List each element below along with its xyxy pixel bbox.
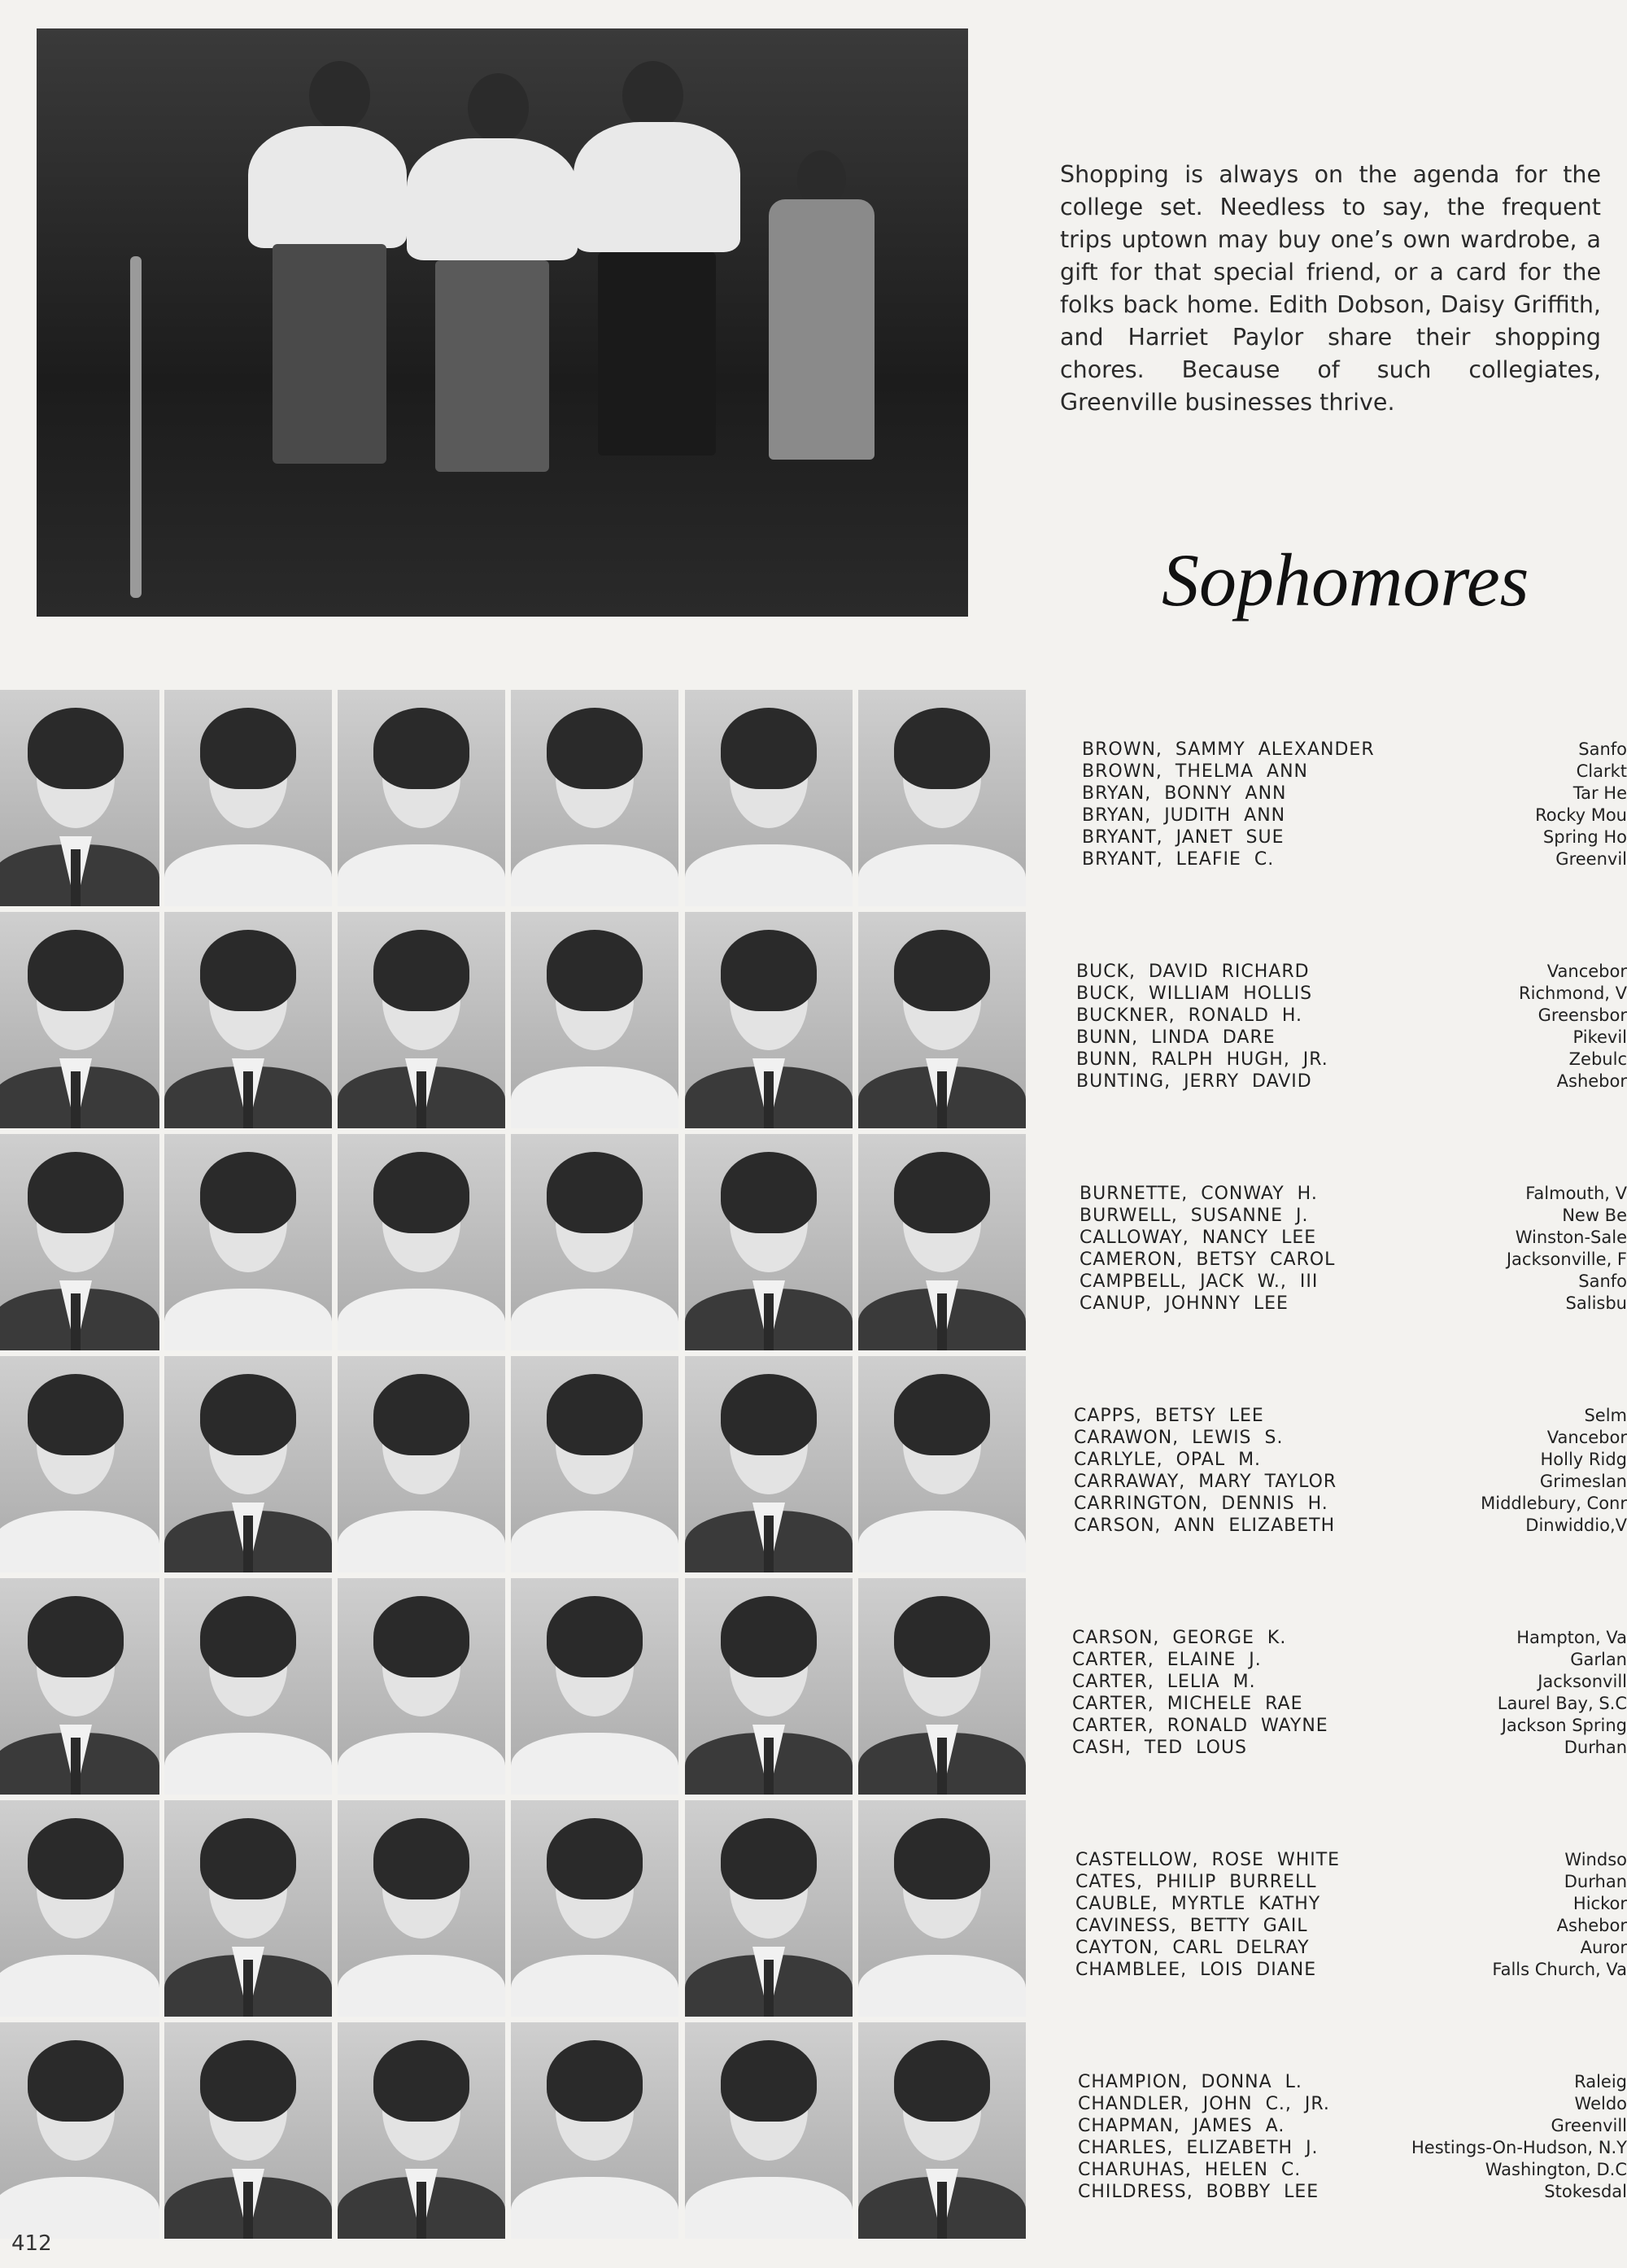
portrait-photo xyxy=(0,1134,159,1350)
student-name: BROWN, SAMMY ALEXANDER xyxy=(1082,739,1375,760)
portrait-hair xyxy=(28,1596,124,1677)
portrait-hair xyxy=(721,930,817,1011)
portrait-hair xyxy=(547,708,643,789)
student-name-list xyxy=(1080,1183,1335,1315)
portrait-photo xyxy=(511,912,678,1128)
hometown: Salisbu xyxy=(1565,1293,1627,1313)
portrait-photo xyxy=(338,1356,505,1572)
portrait-body xyxy=(164,1733,332,1795)
portrait-photo xyxy=(858,1578,1026,1795)
portrait-hair xyxy=(547,1152,643,1233)
portrait-body xyxy=(685,844,853,906)
portrait-tie xyxy=(764,1960,774,2017)
portrait-photo xyxy=(338,1800,505,2017)
portrait-body xyxy=(511,1955,678,2017)
hometown: Durhan xyxy=(1564,1872,1627,1891)
portrait-tie xyxy=(937,1293,947,1350)
student-name: CHARUHAS, HELEN C. xyxy=(1078,2160,1302,2180)
portrait-hair xyxy=(894,2040,990,2122)
portrait-tie xyxy=(764,1071,774,1128)
hometown: Dinwiddio,V xyxy=(1525,1516,1627,1535)
student-name: BURWELL, SUSANNE J. xyxy=(1080,1206,1309,1226)
hometown: Greenvil xyxy=(1555,849,1627,869)
portrait-grid xyxy=(0,690,1027,2227)
portrait-hair xyxy=(200,1374,296,1455)
student-name: CHILDRESS, BOBBY LEE xyxy=(1078,2182,1319,2202)
hometown: Holly Ridg xyxy=(1540,1450,1627,1469)
portrait-hair xyxy=(373,1818,469,1899)
portrait-photo xyxy=(164,690,332,906)
portrait-photo xyxy=(685,690,853,906)
portrait-photo xyxy=(164,1356,332,1572)
shopper-figure xyxy=(248,126,407,248)
portrait-photo xyxy=(685,2022,853,2239)
portrait-hair xyxy=(373,1152,469,1233)
portrait-photo xyxy=(858,912,1026,1128)
shopper-figure xyxy=(574,122,740,252)
student-name: CARAWON, LEWIS S. xyxy=(1074,1428,1284,1448)
student-name: CARTER, MICHELE RAE xyxy=(1072,1694,1303,1714)
portrait-hair xyxy=(547,1596,643,1677)
portrait-tie xyxy=(764,1516,774,1572)
hometown: Washington, D.C xyxy=(1485,2160,1627,2179)
student-name: CARSON, ANN ELIZABETH xyxy=(1074,1516,1336,1536)
student-name: BRYAN, JUDITH ANN xyxy=(1082,805,1286,826)
hometown: Raleig xyxy=(1574,2072,1627,2091)
shopper-head xyxy=(622,61,683,130)
portrait-hair xyxy=(547,930,643,1011)
hometown: Hickor xyxy=(1572,1894,1627,1913)
shopper-head xyxy=(468,73,529,142)
student-name: BUCK, DAVID RICHARD xyxy=(1076,962,1310,982)
portrait-hair xyxy=(28,1152,124,1233)
portrait-hair xyxy=(894,1374,990,1455)
portrait-hair xyxy=(373,708,469,789)
portrait-tie xyxy=(243,1071,253,1128)
hometown: Sanfo xyxy=(1578,739,1627,759)
parking-meter xyxy=(130,256,142,598)
portrait-body xyxy=(511,1289,678,1350)
hometown: Hampton, Va xyxy=(1516,1628,1627,1647)
student-name: CARTER, LELIA M. xyxy=(1072,1672,1256,1692)
portrait-body xyxy=(511,1511,678,1572)
portrait-hair xyxy=(894,1818,990,1899)
student-name: CHAPMAN, JAMES A. xyxy=(1078,2116,1285,2136)
hometown: Vancebor xyxy=(1546,962,1627,981)
portrait-hair xyxy=(547,1374,643,1455)
portrait-photo xyxy=(511,1800,678,2017)
portrait-body xyxy=(338,1511,505,1572)
portrait-hair xyxy=(894,930,990,1011)
portrait-photo xyxy=(511,1356,678,1572)
portrait-photo xyxy=(164,1578,332,1795)
shopper-head xyxy=(309,61,370,130)
hometown-list xyxy=(1391,1405,1627,1537)
student-name: CANUP, JOHNNY LEE xyxy=(1080,1293,1289,1314)
portrait-body xyxy=(164,844,332,906)
portrait-body xyxy=(0,1511,159,1572)
shopper-skirt xyxy=(273,244,386,464)
student-name: CAUBLE, MYRTLE KATHY xyxy=(1075,1894,1321,1914)
hometown: Auror xyxy=(1580,1938,1627,1957)
hometown: New Be xyxy=(1562,1206,1627,1225)
student-name: CAYTON, CARL DELRAY xyxy=(1075,1938,1310,1958)
portrait-photo xyxy=(338,1134,505,1350)
hometown: Tar He xyxy=(1572,783,1627,803)
portrait-photo xyxy=(685,912,853,1128)
hometown: Richmond, V xyxy=(1519,984,1627,1003)
portrait-tie xyxy=(764,1293,774,1350)
hometown: Winston-Sale xyxy=(1515,1228,1627,1247)
portrait-hair xyxy=(721,1818,817,1899)
hometown-list xyxy=(1391,1183,1627,1315)
student-name: CARSON, GEORGE K. xyxy=(1072,1628,1287,1648)
hometown: Hestings-On-Hudson, N.Y xyxy=(1411,2138,1627,2157)
hometown: Jacksonvill xyxy=(1538,1672,1627,1691)
portrait-hair xyxy=(547,1818,643,1899)
portrait-photo xyxy=(0,912,159,1128)
portrait-tie xyxy=(937,1071,947,1128)
hometown: Greensbor xyxy=(1538,1005,1627,1025)
portrait-tie xyxy=(417,2182,426,2239)
hometown: Windso xyxy=(1564,1850,1627,1869)
portrait-tie xyxy=(937,2182,947,2239)
portrait-tie xyxy=(71,1293,81,1350)
student-name: BROWN, THELMA ANN xyxy=(1082,761,1309,782)
student-name: BUCK, WILLIAM HOLLIS xyxy=(1076,984,1313,1004)
portrait-photo xyxy=(685,1356,853,1572)
portrait-hair xyxy=(28,1818,124,1899)
student-name: BUNTING, JERRY DAVID xyxy=(1076,1071,1312,1092)
hometown: Selm xyxy=(1584,1406,1627,1425)
shopper-figure xyxy=(407,138,578,260)
hometown-list xyxy=(1391,961,1627,1093)
hometown: Grimeslan xyxy=(1539,1472,1627,1491)
portrait-photo xyxy=(164,2022,332,2239)
portrait-body xyxy=(858,1955,1026,2017)
portrait-photo xyxy=(858,1356,1026,1572)
portrait-photo xyxy=(0,1578,159,1795)
portrait-photo xyxy=(0,1356,159,1572)
portrait-body xyxy=(164,1289,332,1350)
portrait-hair xyxy=(28,930,124,1011)
portrait-hair xyxy=(373,1596,469,1677)
student-name: CARRAWAY, MARY TAYLOR xyxy=(1074,1472,1337,1492)
portrait-photo xyxy=(338,2022,505,2239)
portrait-hair xyxy=(373,930,469,1011)
portrait-hair xyxy=(721,1596,817,1677)
hometown: Rocky Mou xyxy=(1535,805,1627,825)
portrait-hair xyxy=(200,930,296,1011)
shopper-skirt xyxy=(598,252,716,456)
portrait-hair xyxy=(721,1374,817,1455)
portrait-tie xyxy=(243,2182,253,2239)
portrait-photo xyxy=(164,1800,332,2017)
portrait-tie xyxy=(243,1516,253,1572)
portrait-hair xyxy=(721,2040,817,2122)
portrait-hair xyxy=(547,2040,643,2122)
portrait-body xyxy=(511,2177,678,2239)
hometown: Pikevil xyxy=(1572,1027,1627,1047)
portrait-photo xyxy=(685,1578,853,1795)
hometown: Stokesdal xyxy=(1544,2182,1627,2201)
portrait-photo xyxy=(164,912,332,1128)
portrait-tie xyxy=(71,1738,81,1795)
student-name: BUNN, RALPH HUGH, JR. xyxy=(1076,1049,1328,1070)
student-name: BRYANT, LEAFIE C. xyxy=(1082,849,1275,870)
portrait-photo xyxy=(685,1134,853,1350)
portrait-body xyxy=(0,2177,159,2239)
portrait-body xyxy=(338,1733,505,1795)
hometown: Laurel Bay, S.C xyxy=(1497,1694,1627,1713)
hometown: Vancebor xyxy=(1546,1428,1627,1447)
portrait-tie xyxy=(71,849,81,906)
portrait-tie xyxy=(937,1738,947,1795)
student-name: CARTER, ELAINE J. xyxy=(1072,1650,1262,1670)
portrait-hair xyxy=(28,708,124,789)
portrait-body xyxy=(511,1066,678,1128)
portrait-photo xyxy=(858,2022,1026,2239)
portrait-hair xyxy=(200,708,296,789)
hometown: Falls Church, Va xyxy=(1492,1960,1627,1979)
student-name: BRYAN, BONNY ANN xyxy=(1082,783,1287,804)
student-name: CAVINESS, BETTY GAIL xyxy=(1075,1916,1308,1936)
hometown: Middlebury, Conr xyxy=(1481,1494,1627,1513)
portrait-photo xyxy=(511,2022,678,2239)
student-name: CHAMBLEE, LOIS DIANE xyxy=(1075,1960,1317,1980)
student-name: CAPPS, BETSY LEE xyxy=(1074,1406,1264,1426)
student-name: CALLOWAY, NANCY LEE xyxy=(1080,1228,1317,1248)
student-name: CASH, TED LOUS xyxy=(1072,1738,1248,1758)
portrait-hair xyxy=(28,1374,124,1455)
student-name: CHANDLER, JOHN C., JR. xyxy=(1078,2094,1330,2114)
portrait-body xyxy=(511,1733,678,1795)
portrait-tie xyxy=(71,1071,81,1128)
student-name: CAMERON, BETSY CAROL xyxy=(1080,1250,1336,1270)
hometown: Sanfo xyxy=(1578,1271,1627,1291)
hometown: Zebulc xyxy=(1568,1049,1627,1069)
portrait-photo xyxy=(338,912,505,1128)
student-name-list xyxy=(1076,961,1328,1093)
student-name: CHAMPION, DONNA L. xyxy=(1078,2072,1302,2092)
portrait-photo xyxy=(0,2022,159,2239)
student-name: CASTELLOW, ROSE WHITE xyxy=(1075,1850,1341,1870)
hometown: Weldo xyxy=(1574,2094,1627,2113)
portrait-photo xyxy=(685,1800,853,2017)
student-name: CATES, PHILIP BURRELL xyxy=(1075,1872,1317,1892)
feature-photo xyxy=(37,28,968,617)
photo-caption: Shopping is always on the agenda for the college set. Needless to say, the frequent trips uptown may buy one’s own wardrobe, a gift for that special friend, or a card for the folks back home. Edith Dobson, Daisy Griffith, and Harriet Paylor share their shopping chores. Because of such collegiates, Greenville businesses thrive. xyxy=(1060,161,1601,416)
hometown: Garlan xyxy=(1570,1650,1627,1669)
portrait-photo xyxy=(511,1134,678,1350)
student-name: CARLYLE, OPAL M. xyxy=(1074,1450,1262,1470)
shopper-dress xyxy=(769,199,875,460)
hometown: Ashebor xyxy=(1556,1916,1627,1935)
student-name: CAMPBELL, JACK W., III xyxy=(1080,1271,1319,1292)
student-name-list xyxy=(1072,1627,1328,1759)
portrait-photo xyxy=(858,1134,1026,1350)
portrait-tie xyxy=(243,1960,253,2017)
student-name: CHARLES, ELIZABETH J. xyxy=(1078,2138,1319,2158)
hometown-list xyxy=(1391,2071,1627,2203)
portrait-photo xyxy=(858,690,1026,906)
portrait-hair xyxy=(373,1374,469,1455)
hometown: Jacksonville, F xyxy=(1506,1250,1627,1269)
student-name: BUCKNER, RONALD H. xyxy=(1076,1005,1303,1026)
portrait-body xyxy=(858,844,1026,906)
hometown: Ashebor xyxy=(1556,1071,1627,1091)
hometown: Durhan xyxy=(1564,1738,1627,1757)
shopper-skirt xyxy=(435,260,549,472)
portrait-body xyxy=(858,1511,1026,1572)
section-title: Sophomores xyxy=(1162,539,1529,622)
portrait-body xyxy=(338,1289,505,1350)
portrait-hair xyxy=(894,1596,990,1677)
page-number: 412 xyxy=(11,2231,52,2256)
portrait-hair xyxy=(894,1152,990,1233)
portrait-tie xyxy=(764,1738,774,1795)
hometown: Spring Ho xyxy=(1542,827,1627,847)
hometown: Falmouth, V xyxy=(1525,1184,1627,1203)
student-name-list xyxy=(1078,2071,1330,2203)
hometown: Jackson Spring xyxy=(1501,1716,1627,1735)
hometown: Clarkt xyxy=(1576,761,1627,781)
portrait-hair xyxy=(200,1818,296,1899)
portrait-hair xyxy=(894,708,990,789)
portrait-photo xyxy=(338,1578,505,1795)
hometown-list xyxy=(1391,1849,1627,1981)
portrait-body xyxy=(338,1955,505,2017)
portrait-body xyxy=(338,844,505,906)
student-name: CARTER, RONALD WAYNE xyxy=(1072,1716,1328,1736)
portrait-body xyxy=(0,1955,159,2017)
portrait-photo xyxy=(858,1800,1026,2017)
portrait-photo xyxy=(164,1134,332,1350)
student-name: CARRINGTON, DENNIS H. xyxy=(1074,1494,1328,1514)
student-name: BURNETTE, CONWAY H. xyxy=(1080,1184,1318,1204)
portrait-hair xyxy=(28,2040,124,2122)
portrait-photo xyxy=(511,1578,678,1795)
student-name: BRYANT, JANET SUE xyxy=(1082,827,1285,848)
portrait-hair xyxy=(200,1596,296,1677)
portrait-hair xyxy=(200,2040,296,2122)
student-name-list xyxy=(1075,1849,1340,1981)
portrait-body xyxy=(511,844,678,906)
portrait-hair xyxy=(721,708,817,789)
portrait-photo xyxy=(0,690,159,906)
portrait-photo xyxy=(511,690,678,906)
portrait-hair xyxy=(373,2040,469,2122)
portrait-hair xyxy=(200,1152,296,1233)
portrait-hair xyxy=(721,1152,817,1233)
portrait-photo xyxy=(338,690,505,906)
portrait-tie xyxy=(417,1071,426,1128)
student-name-list xyxy=(1082,739,1375,870)
hometown-list xyxy=(1391,1627,1627,1759)
portrait-body xyxy=(685,2177,853,2239)
portrait-photo xyxy=(0,1800,159,2017)
hometown: Greenvill xyxy=(1551,2116,1627,2135)
student-name: BUNN, LINDA DARE xyxy=(1076,1027,1276,1048)
student-name-list xyxy=(1074,1405,1337,1537)
hometown-list xyxy=(1391,739,1627,870)
